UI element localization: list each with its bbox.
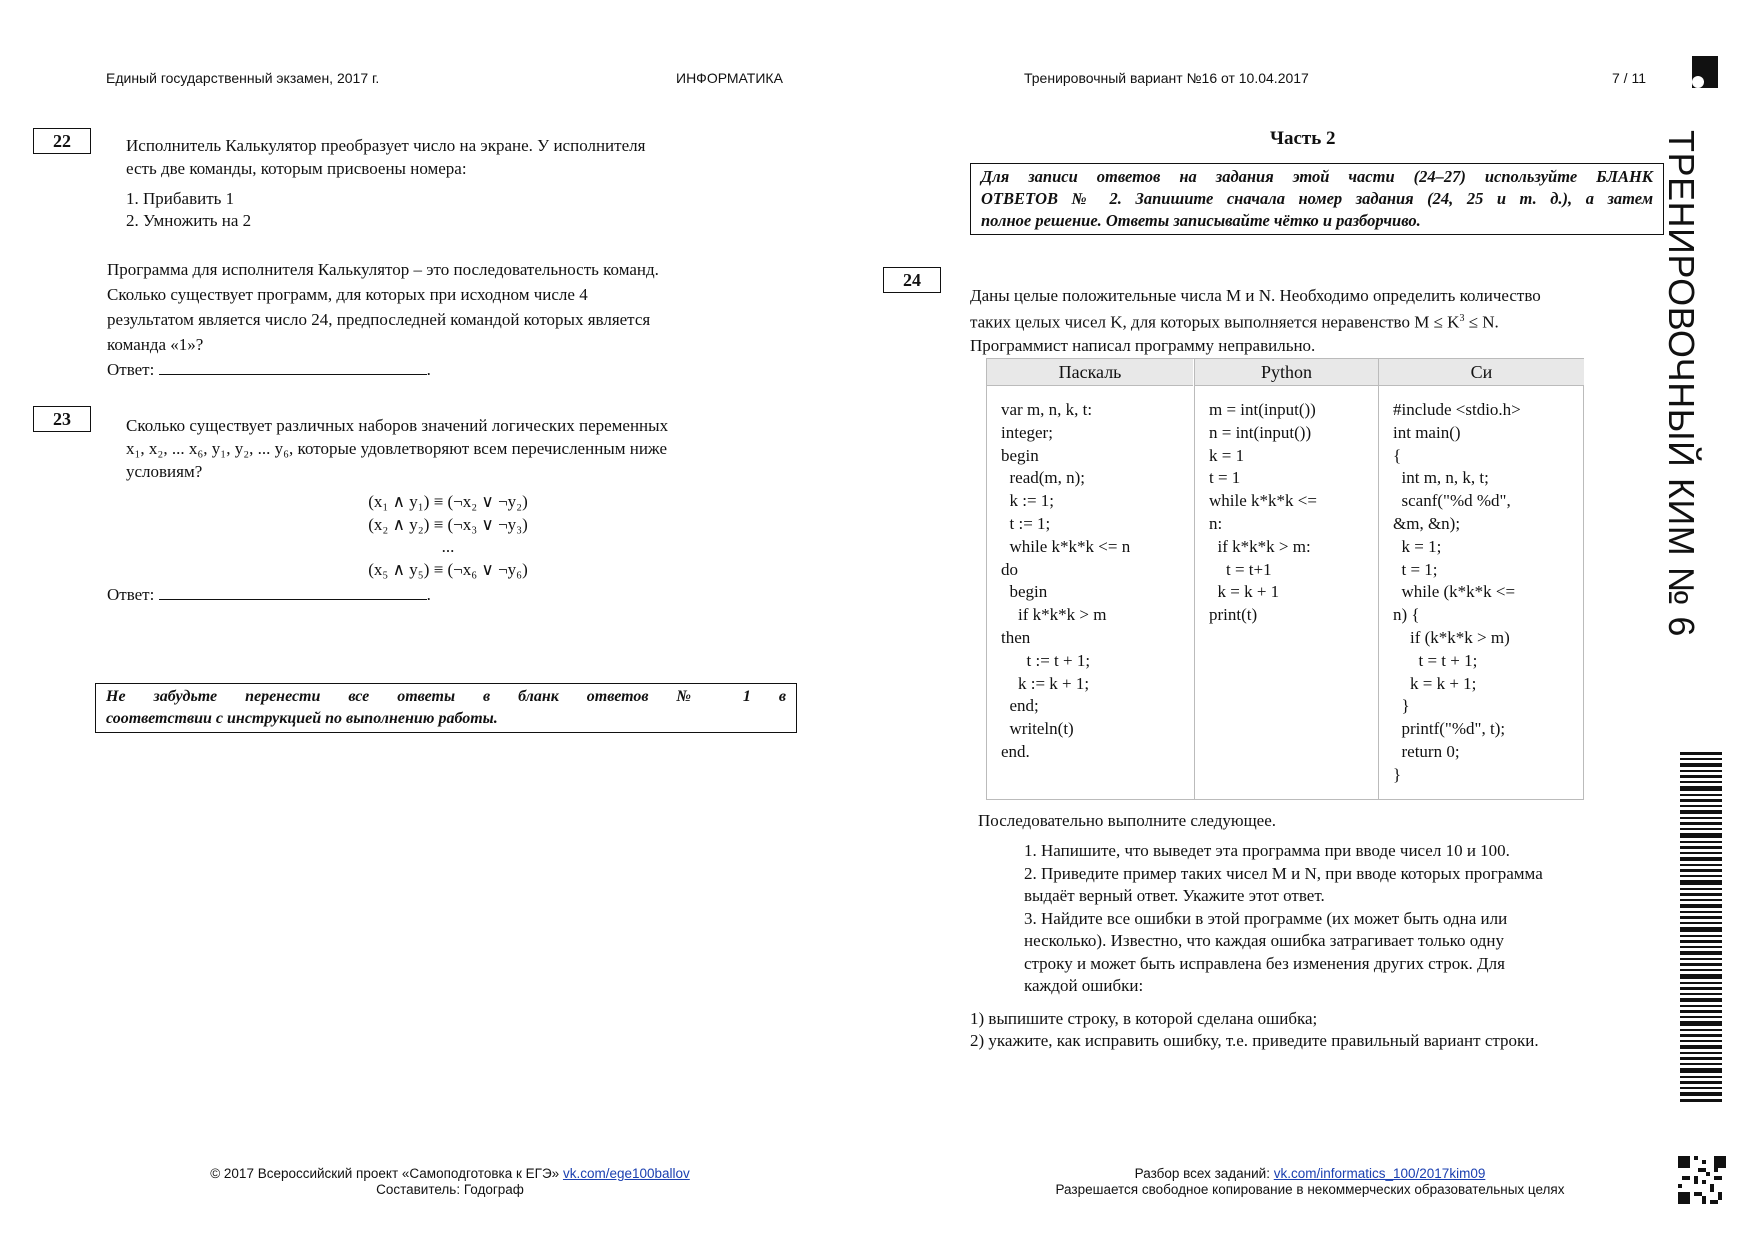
question-number-22: 22 (33, 128, 91, 154)
footer-analysis-label: Разбор всех заданий: (1134, 1166, 1270, 1181)
footer-copyright: © 2017 Всероссийский проект «Самоподготовка к ЕГЭ» (210, 1166, 560, 1181)
q22-command-1: 1. Прибавить 1 (126, 189, 235, 208)
q24-line2: таких целых чисел K, для которых выполняется неравенство $M \le K^3 \le N$. (970, 312, 1499, 332)
q22-body-line4: команда «1»? (107, 335, 204, 354)
q24-sub-1: 1) выпишите строку, в которой сделана ошибка; (970, 1009, 1318, 1028)
barcode-image (1680, 752, 1722, 1102)
part2-note-line2: ОТВЕТОВ № 2. Запишите сначала номер задания (24, 25 и т. д.), а затем (981, 189, 1653, 208)
q23-line1: Сколько существует различных наборов значений логических переменных (126, 416, 669, 435)
q24-task-3d: каждой ошибки: (1024, 976, 1144, 995)
part2-title: Часть 2 (1270, 128, 1336, 149)
q23-equation-dots: ... (441, 537, 455, 557)
code-table (986, 358, 1584, 800)
part2-note-line1: Для записи ответов на задания этой части (24–27) используйте БЛАНК (981, 167, 1653, 186)
q22-body-line3: результатом является число 24, предпоследней командой которых является (107, 310, 651, 329)
q24-line3: Программист написал программу неправильно. (970, 335, 1316, 355)
q23-line3: условиям? (126, 462, 203, 481)
q22-body-line2: Сколько существует программ, для которых при исходном числе 4 (107, 285, 588, 304)
header-page: 7 / 11 (1612, 70, 1646, 86)
q24-task-2a: 2. Приведите пример таких чисел M и N, при вводе которых программа (1024, 863, 1543, 883)
code-header-python: Python (1194, 359, 1378, 386)
q22-command-2: 2. Умножить на 2 (126, 211, 252, 230)
code-header-c: Си (1378, 359, 1584, 386)
reminder-line1: Не забудьте перенести все ответы в бланк ответов № 1 в (106, 688, 786, 705)
q24-task-1: 1. Напишите, что выведет эта программа при вводе чисел 10 и 100. (1024, 841, 1510, 860)
q23-equation-2: (x₂ ∧ y₂) ≡ (¬x₃ ∨ ¬y₃) (368, 514, 528, 534)
q24-task-intro: Последовательно выполните следующее. (978, 811, 1277, 830)
side-title: ТРЕНИРОВОЧНЫЙ КИМ № 6 (1661, 130, 1702, 637)
q24-task-3b: несколько). Известно, что каждая ошибка затрагивает только одну (1024, 931, 1505, 950)
header-exam: Единый государственный экзамен, 2017 г. (106, 70, 380, 86)
reminder-box (95, 683, 797, 733)
q24-task-2b: выдаёт верный ответ. Укажите этот ответ. (1024, 886, 1325, 905)
logo-mark (1692, 56, 1718, 88)
question-number-23: 23 (33, 406, 91, 432)
q22-answer-label: Ответ: (107, 360, 155, 379)
q23-answer-field[interactable] (159, 583, 427, 600)
part2-instructions-box (970, 163, 1664, 235)
q24-line1: Даны целые положительные числа M и N. Необходимо определить количество (970, 286, 1541, 305)
q22-intro-line1: Исполнитель Калькулятор преобразует число на экране. У исполнителя (126, 136, 646, 155)
q24-task-3c: строку и может быть исправлена без изменения других строк. Для (1024, 953, 1505, 973)
header-variant: Тренировочный вариант №16 от 10.04.2017 (1024, 70, 1309, 86)
q22-answer-field[interactable] (159, 358, 427, 375)
code-c: #include <stdio.h> int main() { int m, n, k, t; scanf("%d %d", &m, &n); k = 1; t = 1; while (k*k*k <= n) { if (k*k*k > m) t = t + 1; k = k + 1; } printf("%d", t); return 0; } (1393, 400, 1521, 784)
code-header-pascal: Паскаль (987, 359, 1193, 386)
footer-link-informatics[interactable]: vk.com/informatics_100/2017kim09 (1273, 1166, 1486, 1181)
q22-intro-line2: есть две команды, которым присвоены номера: (126, 159, 467, 178)
q24-task-3a: 3. Найдите все ошибки в этой программе (их может быть одна или (1024, 908, 1508, 928)
qr-code-image (1678, 1156, 1726, 1204)
footer-left (140, 1166, 760, 1198)
q22-body-line1: Программа для исполнителя Калькулятор – это последовательность команд. (107, 260, 659, 279)
part2-note-line3: полное решение. Ответы записывайте чётко и разборчиво. (981, 211, 1421, 230)
q23-equation-3: (x₅ ∧ y₅) ≡ (¬x₆ ∨ ¬y₆) (368, 560, 528, 580)
header-subject: ИНФОРМАТИКА (676, 70, 783, 86)
footer-license: Разрешается свободное копирование в некоммерческих образовательных целях (1055, 1182, 1565, 1197)
q23-line2: x₁, x₂, ... x₆, y₁, y₂, ... y₆, которые удовлетворяют всем перечисленным ниже (126, 439, 667, 458)
reminder-line2: соответствии с инструкцией по выполнению работы. (106, 710, 498, 727)
footer-right (1000, 1166, 1620, 1198)
footer-link-ege100ballov[interactable]: vk.com/ege100ballov (562, 1166, 690, 1181)
question-number-24: 24 (883, 267, 941, 293)
footer-author: Составитель: Годограф (376, 1182, 524, 1197)
code-pascal: var m, n, k, t: integer; begin read(m, n); k := 1; t := 1; while k*k*k <= n do begin if k*k*k > m then t := t + 1; k := k + 1; end; writeln(t) end. (1001, 400, 1131, 761)
q23-answer-label: Ответ: (107, 585, 155, 604)
code-python: m = int(input()) n = int(input()) k = 1 t = 1 while k*k*k <= n: if k*k*k > m: t = t+1 k = k + 1 print(t) (1209, 400, 1317, 625)
q24-sub-2: 2) укажите, как исправить ошибку, т.е. приведите правильный вариант строки. (970, 1031, 1539, 1050)
q23-equation-1: (x₁ ∧ y₁) ≡ (¬x₂ ∨ ¬y₂) (368, 492, 528, 511)
